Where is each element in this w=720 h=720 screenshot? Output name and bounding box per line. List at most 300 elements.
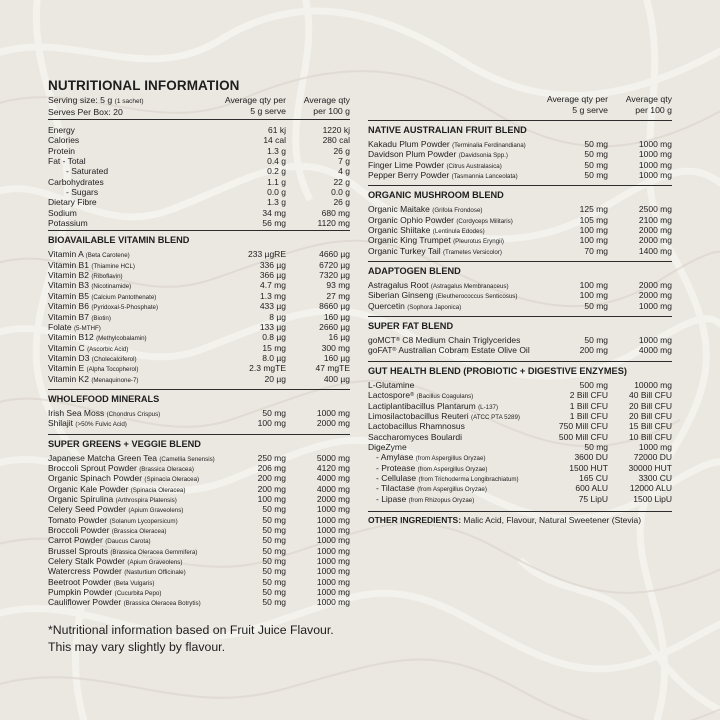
qty-per-100g: 300 mg	[321, 342, 350, 353]
table-row	[48, 177, 350, 187]
ingredient-label: Vitamin E	[48, 363, 85, 374]
qty-per-100g: 4 g	[338, 166, 350, 177]
qty-per-100g: 280 cal	[322, 135, 350, 146]
ingredient-source: (Astragalus Membranaceus)	[430, 283, 509, 291]
table-row	[368, 149, 672, 159]
ingredient-name	[368, 335, 520, 345]
ingredient-source: (Trametes Versicolor)	[442, 248, 502, 256]
table-row	[48, 187, 350, 197]
ingredient-name	[48, 197, 97, 207]
table-row	[48, 270, 350, 280]
qty-per-serve: 50 mg	[584, 139, 608, 149]
qty-per-serve: 0.0 g	[267, 187, 286, 198]
section-super-fat-blend	[368, 316, 672, 359]
qty-per-100g: 1000 mg	[316, 514, 350, 525]
table-row	[48, 535, 350, 545]
qty-per-100g: 26 g	[333, 145, 350, 156]
ingredient-source: (Apium Graveolens)	[128, 507, 184, 515]
ingredient-source: (Beta Vulgaris)	[113, 579, 155, 587]
qty-per-100g: 27 mg	[326, 290, 350, 301]
column-header-serve-right-line1: Average qty per	[546, 94, 608, 104]
ingredient-source: (ATCC PTA 5289)	[471, 413, 520, 421]
qty-per-100g: 1000 mg	[316, 545, 350, 556]
ingredient-label: Pumpkin Powder	[48, 587, 113, 598]
ingredient-name	[368, 494, 474, 506]
section-adaptogen-blend	[368, 261, 672, 314]
ingredient-source: (from Rhizopus Oryzae)	[408, 496, 475, 504]
qty-per-100g: 400 µg	[323, 373, 350, 384]
qty-per-serve: 100 mg	[579, 225, 608, 236]
table-row	[48, 515, 350, 525]
table-row	[368, 432, 672, 442]
ingredient-label: goFAT	[368, 345, 393, 356]
ingredient-label: Astragalus Root	[368, 280, 429, 291]
table-row	[368, 390, 672, 400]
ingredient-name	[48, 418, 127, 430]
ingredient-label: Organic Spinach Powder	[48, 473, 143, 484]
ingredient-label: Folate	[48, 321, 72, 332]
qty-per-100g: 1000 mg	[316, 576, 350, 587]
qty-per-100g: 15 Bill CFU	[629, 421, 672, 432]
qty-per-100g: 1500 LipU	[633, 493, 672, 504]
ingredient-name	[48, 208, 77, 218]
table-row	[48, 166, 350, 176]
qty-per-serve: 2.3 mgTE	[249, 363, 286, 374]
ingredient-label: Vitamin B3	[48, 280, 89, 291]
qty-per-serve: 15 mg	[262, 342, 286, 353]
ingredient-label: Lactospore	[368, 390, 411, 401]
table-row	[48, 484, 350, 494]
qty-per-100g: 2000 mg	[316, 418, 350, 429]
ingredient-label-detail: Australian Cobram Estate Olive Oil	[396, 345, 530, 356]
qty-per-100g: 1000 mg	[316, 566, 350, 577]
section-wholefood-minerals	[48, 389, 350, 432]
table-row	[368, 335, 672, 345]
ingredient-label: Organic Turkey Tail	[368, 245, 441, 256]
qty-per-serve: 8 µg	[269, 311, 286, 322]
table-row	[368, 494, 672, 504]
ingredient-label: Vitamin B1	[48, 259, 89, 270]
ingredient-source: (Ascorbic Acid)	[87, 345, 129, 353]
table-row	[368, 411, 672, 421]
qty-per-serve: 50 mg	[584, 170, 608, 181]
section-super-greens-veggie-blend	[48, 434, 350, 611]
table-row	[368, 301, 672, 311]
ingredient-label: - Amylase	[376, 452, 414, 463]
ingredient-name	[48, 597, 201, 609]
qty-per-100g: 2500 mg	[638, 204, 672, 215]
ingredient-label: Watercress Powder	[48, 566, 122, 577]
ingredient-label: Siberian Ginseng	[368, 290, 434, 301]
right-sections	[368, 120, 672, 507]
qty-per-serve: 100 mg	[257, 418, 286, 429]
ingredient-label: - Sugars	[66, 187, 99, 198]
qty-per-100g: 4000 mg	[316, 473, 350, 484]
table-row	[368, 401, 672, 411]
qty-per-serve: 1500 HUT	[569, 462, 608, 473]
qty-per-100g: 2000 mg	[638, 235, 672, 246]
ingredient-label: Protein	[48, 145, 75, 156]
qty-per-100g: 16 µg	[328, 332, 350, 343]
ingredient-label: Fat - Total	[48, 156, 86, 167]
column-header-serve-line1: Average qty per	[224, 95, 286, 105]
qty-per-100g: 1000 mg	[316, 535, 350, 546]
qty-per-100g: 2000 mg	[638, 280, 672, 291]
ingredient-label: Organic Maitake	[368, 204, 430, 215]
qty-per-serve: 50 mg	[262, 576, 286, 587]
other-ingredients-text: Malic Acid, Flavour, Natural Sweetener (Stevia)	[461, 514, 642, 525]
serving-info	[48, 95, 144, 118]
section-title: WHOLEFOOD MINERALS	[48, 393, 160, 404]
qty-per-100g: 3300 CU	[638, 472, 672, 483]
ingredient-label: Vitamin B7	[48, 311, 89, 322]
ingredient-name	[368, 345, 530, 355]
ingredient-source: (Apium Graveolens)	[127, 559, 183, 567]
ingredient-label: Organic Ophio Powder	[368, 214, 454, 225]
qty-per-serve: 366 µg	[259, 270, 286, 281]
table-row	[368, 483, 672, 493]
qty-per-100g: 2100 mg	[638, 214, 672, 225]
ingredient-label: Irish Sea Moss	[48, 407, 105, 418]
qty-per-100g: 160 µg	[323, 352, 350, 363]
ingredient-source: (Pyridoxal-5-Phosphate)	[91, 304, 159, 312]
ingredient-source: (Alpha Tocopherol)	[86, 366, 139, 374]
qty-per-100g: 5000 mg	[316, 452, 350, 463]
table-row	[368, 463, 672, 473]
section-title: SUPER GREENS + VEGGIE BLEND	[48, 438, 201, 449]
table-row	[48, 453, 350, 463]
table-row	[48, 546, 350, 556]
ingredient-source: (Cordyceps Militaris)	[456, 217, 513, 225]
ingredient-name	[368, 421, 465, 431]
table-row	[48, 135, 350, 145]
qty-per-serve: 50 mg	[262, 597, 286, 608]
qty-per-100g: 20 Bill CFU	[629, 400, 672, 411]
ingredient-name	[368, 432, 462, 442]
ingredient-source: (5-MTHF)	[74, 324, 101, 332]
ingredient-source: (Brassica Oleracea Gemmifera)	[110, 548, 198, 556]
ingredient-label: Vitamin A	[48, 249, 84, 260]
ingredient-source: (Solanum Lycopersicum)	[109, 517, 178, 525]
table-row	[48, 408, 350, 418]
ingredient-source: (from Aspergillus Oryzae)	[415, 455, 486, 463]
ingredient-source: (Cucurbita Pepo)	[114, 590, 162, 598]
qty-per-serve: 8.0 µg	[262, 352, 286, 363]
ingredient-source: (Grifola Frondose)	[432, 207, 483, 215]
ingredient-source: (Terminalia Ferdinandiana)	[452, 142, 526, 149]
table-row	[48, 280, 350, 290]
qty-per-serve: 50 mg	[262, 504, 286, 515]
ingredient-source: (Riboflavin)	[91, 273, 123, 281]
qty-per-100g: 1000 mg	[638, 149, 672, 160]
qty-per-100g: 1400 mg	[638, 245, 672, 256]
qty-per-100g: 2000 mg	[638, 225, 672, 236]
ingredient-source: (Eleutherococcus Senticosus)	[435, 293, 518, 301]
qty-per-serve: 20 µg	[264, 373, 286, 384]
qty-per-serve: 0.4 g	[267, 156, 286, 167]
table-row	[48, 301, 350, 311]
table-row	[48, 291, 350, 301]
serving-header-right	[368, 94, 672, 118]
qty-per-serve: 100 mg	[257, 493, 286, 504]
qty-per-serve: 61 kj	[268, 125, 286, 135]
table-row	[48, 218, 350, 228]
column-header-serve-right-line2: 5 g serve	[572, 105, 608, 115]
table-row	[368, 170, 672, 180]
table-row	[48, 156, 350, 166]
ingredient-label: Vitamin B2	[48, 270, 89, 281]
ingredient-label: Pepper Berry Powder	[368, 170, 450, 181]
table-row	[48, 197, 350, 207]
ingredient-name	[48, 187, 98, 197]
section-title: BIOAVAILABLE VITAMIN BLEND	[48, 235, 190, 246]
qty-per-serve: 500 Mill CFU	[558, 431, 608, 442]
qty-per-100g: 6720 µg	[319, 259, 350, 270]
ingredient-source: (Pleurotus Eryngii)	[453, 238, 504, 246]
qty-per-serve: 75 LipU	[578, 493, 608, 504]
ingredient-name	[368, 301, 461, 313]
ingredient-label: Vitamin B5	[48, 290, 89, 301]
ingredient-source: (Chondrus Crispus)	[106, 410, 161, 418]
section-title: ORGANIC MUSHROOM BLEND	[368, 190, 504, 201]
qty-per-100g: 2000 mg	[316, 493, 350, 504]
spacer	[368, 356, 672, 359]
qty-per-serve: 100 mg	[579, 280, 608, 291]
ingredient-name	[48, 166, 108, 176]
table-row	[48, 125, 350, 135]
qty-per-serve: 56 mg	[262, 218, 286, 229]
table-row	[368, 473, 672, 483]
ingredient-name	[48, 125, 75, 135]
table-row	[368, 345, 672, 355]
section-gut-health-blend-probiotic-digestive-enzymes	[368, 361, 672, 507]
table-row	[48, 343, 350, 353]
footnote-line-1: *Nutritional information based on Fruit Juice Flavour.	[48, 623, 334, 637]
qty-per-serve: 100 mg	[579, 290, 608, 301]
qty-per-100g: 2660 µg	[319, 321, 350, 332]
qty-per-100g: 93 mg	[326, 280, 350, 291]
ingredient-label: Quercetin	[368, 300, 405, 311]
nutrition-table	[48, 119, 350, 228]
qty-per-serve: 233 µgRE	[248, 249, 286, 260]
table-row	[48, 525, 350, 535]
ingredient-label: Saccharomyces Boulardi	[368, 431, 463, 442]
ingredient-label: Beetroot Powder	[48, 576, 112, 587]
qty-per-100g: 22 g	[333, 176, 350, 187]
table-row	[368, 421, 672, 431]
serving-size-note: (1 sachet)	[114, 98, 144, 105]
table-row	[368, 160, 672, 170]
ingredient-label: Broccoli Powder	[48, 525, 110, 535]
ingredient-label: Carrot Powder	[48, 535, 103, 546]
ingredient-label: Organic Spirulina	[48, 493, 114, 504]
table-row	[48, 353, 350, 363]
ingredient-label: - Tilactase	[376, 483, 415, 494]
qty-per-100g: 4120 mg	[316, 462, 350, 473]
qty-per-100g: 1000 mg	[638, 441, 672, 452]
qty-per-100g: 1120 mg	[317, 218, 350, 229]
ingredient-label: Vitamin B6	[48, 301, 89, 312]
ingredient-source: (Menaquinone-7)	[91, 376, 139, 384]
ingredient-label: Dietary Fibre	[48, 197, 97, 208]
ingredient-source: (from Aspergillus Oryzae)	[417, 486, 487, 494]
ingredient-label: Tomato Powder	[48, 514, 108, 525]
column-header-100g	[288, 95, 350, 117]
table-row	[48, 463, 350, 473]
ingredient-label: Japanese Matcha Green Tea	[48, 452, 157, 463]
qty-per-100g: 1000 mg	[316, 407, 350, 418]
qty-per-100g: 26 g	[333, 197, 350, 208]
registered-mark: ®	[392, 347, 397, 354]
qty-per-100g: 1000 mg	[316, 504, 350, 515]
ingredient-source: (Citrus Australasica)	[446, 162, 502, 170]
qty-per-100g: 10000 mg	[634, 379, 672, 390]
section-title: NATIVE AUSTRALIAN FRUIT BLEND	[368, 125, 527, 135]
ingredient-name	[48, 218, 88, 228]
qty-per-serve: 1.3 mg	[260, 290, 286, 301]
qty-per-100g: 1000 mg	[638, 170, 672, 181]
ingredient-label-detail: C8 Medium Chain Triglycerides	[399, 335, 521, 346]
qty-per-100g: 2000 mg	[638, 290, 672, 301]
ingredient-source: (Brassica Oleracea)	[111, 528, 167, 535]
qty-per-100g: 12000 ALU	[629, 483, 672, 494]
qty-per-serve: 433 µg	[259, 301, 286, 312]
qty-per-100g: 4660 µg	[319, 249, 350, 260]
table-row	[48, 374, 350, 384]
ingredient-source: (>50% Fulvic Acid)	[75, 421, 127, 429]
qty-per-100g: 1000 mg	[316, 556, 350, 567]
ingredient-label: Brussel Sprouts	[48, 545, 108, 556]
qty-per-serve: 250 mg	[257, 452, 286, 463]
registered-mark: ®	[410, 392, 415, 399]
ingredient-source: (Spinacia Oleracea)	[144, 476, 200, 484]
table-row	[368, 380, 672, 390]
ingredient-source: (Beta Carotene)	[85, 252, 130, 260]
ingredient-source: (Daucus Carota)	[105, 538, 151, 546]
ingredient-source: (L-137)	[478, 403, 499, 411]
qty-per-serve: 4.7 mg	[260, 280, 286, 291]
table-row	[48, 504, 350, 514]
qty-per-100g: 7 g	[338, 156, 350, 167]
table-row	[48, 363, 350, 373]
qty-per-serve: 50 mg	[584, 300, 608, 311]
serves-per-box: Serves Per Box: 20	[48, 107, 123, 117]
left-sections	[48, 230, 350, 610]
section-title: ADAPTOGEN BLEND	[368, 266, 461, 277]
table-row	[48, 332, 350, 342]
column-header-100g-right-line2: per 100 g	[635, 105, 672, 115]
qty-per-serve: 50 mg	[262, 545, 286, 556]
table-row	[48, 587, 350, 597]
column-header-serve-line2: 5 g serve	[250, 106, 286, 116]
footnote	[48, 622, 388, 656]
qty-per-100g: 1000 mg	[316, 597, 350, 608]
qty-per-100g: 160 µg	[323, 311, 350, 322]
qty-per-serve: 750 Mill CFU	[558, 421, 608, 432]
qty-per-serve: 105 mg	[579, 214, 608, 225]
ingredient-source: (Spinacia Oleracea)	[130, 486, 186, 494]
qty-per-serve: 50 mg	[584, 159, 608, 170]
qty-per-100g: 47 mgTE	[315, 363, 350, 374]
qty-per-100g: 0.0 g	[331, 187, 350, 198]
qty-per-serve: 50 mg	[584, 441, 608, 452]
table-row	[48, 208, 350, 218]
table-row	[48, 322, 350, 332]
serving-header	[48, 95, 350, 119]
table-row	[368, 442, 672, 452]
qty-per-100g: 30000 HUT	[628, 462, 672, 473]
column-header-100g-line2: per 100 g	[313, 106, 350, 116]
ingredient-label: Lactobacillus Rhamnosus	[368, 421, 465, 432]
ingredient-label: Kakadu Plum Powder	[368, 139, 450, 149]
qty-per-serve: 1 Bill CFU	[569, 400, 608, 411]
qty-per-serve: 14 cal	[263, 135, 286, 146]
ingredient-label: Organic Kale Powder	[48, 483, 129, 494]
ingredient-label: Vitamin B12	[48, 332, 94, 343]
ingredient-source: (Lentinula Edodes)	[432, 228, 485, 236]
ingredient-name	[368, 380, 414, 390]
table-row	[368, 452, 672, 462]
qty-per-serve: 133 µg	[259, 321, 286, 332]
ingredient-source: (Camellia Senensis)	[159, 455, 215, 463]
ingredient-name	[368, 442, 407, 452]
qty-per-serve: 50 mg	[584, 335, 608, 346]
qty-per-100g: 10 Bill CFU	[629, 431, 672, 442]
table-row	[48, 312, 350, 322]
qty-per-serve: 50 mg	[262, 556, 286, 567]
ingredient-label: Calories	[48, 135, 80, 146]
qty-per-100g: 1000 mg	[638, 335, 672, 346]
table-row	[48, 418, 350, 428]
serving-size: Serving size: 5 g	[48, 95, 113, 105]
qty-per-serve: 1 Bill CFU	[569, 410, 608, 421]
qty-per-100g: 72000 DU	[633, 452, 672, 463]
ingredient-label: Sodium	[48, 207, 77, 218]
ingredient-label: Energy	[48, 125, 75, 135]
ingredient-label: Potassium	[48, 218, 88, 229]
ingredient-source: (Brassica Oleracea Botrytis)	[123, 600, 201, 608]
left-column	[48, 77, 350, 611]
qty-per-serve: 34 mg	[262, 207, 286, 218]
ingredient-source: (Bacillus Coagulans)	[416, 393, 474, 401]
ingredient-label: Vitamin D3	[48, 352, 90, 363]
qty-per-serve: 1.3 g	[267, 145, 286, 156]
table-row	[48, 473, 350, 483]
qty-per-100g: 1000 mg	[316, 525, 350, 535]
qty-per-100g: 4000 mg	[316, 483, 350, 494]
qty-per-100g: 7320 µg	[319, 270, 350, 281]
ingredient-label: Vitamin K2	[48, 373, 89, 384]
ingredient-source: (from Aspergillus Oryzae)	[417, 465, 488, 473]
table-row	[48, 494, 350, 504]
qty-per-100g: 20 Bill CFU	[629, 410, 672, 421]
footnote-line-2: This may vary slightly by flavour.	[48, 640, 225, 654]
ingredient-label: Organic Shiitake	[368, 225, 431, 236]
qty-per-serve: 70 mg	[584, 245, 608, 256]
qty-per-serve: 50 mg	[262, 566, 286, 577]
ingredient-label: goMCT	[368, 335, 396, 346]
qty-per-100g: 680 mg	[321, 207, 350, 218]
ingredient-label: Broccoli Sprout Powder	[48, 462, 137, 473]
ingredient-source: (Tasmannia Lanceolata)	[451, 173, 518, 181]
qty-per-serve: 200 mg	[257, 473, 286, 484]
qty-per-serve: 1.1 g	[267, 176, 286, 187]
qty-per-serve: 50 mg	[262, 407, 286, 418]
qty-per-serve: 500 mg	[579, 379, 608, 390]
ingredient-label: - Lipase	[376, 493, 407, 504]
qty-per-100g: 1000 mg	[638, 159, 672, 170]
qty-per-serve: 50 mg	[584, 149, 608, 160]
